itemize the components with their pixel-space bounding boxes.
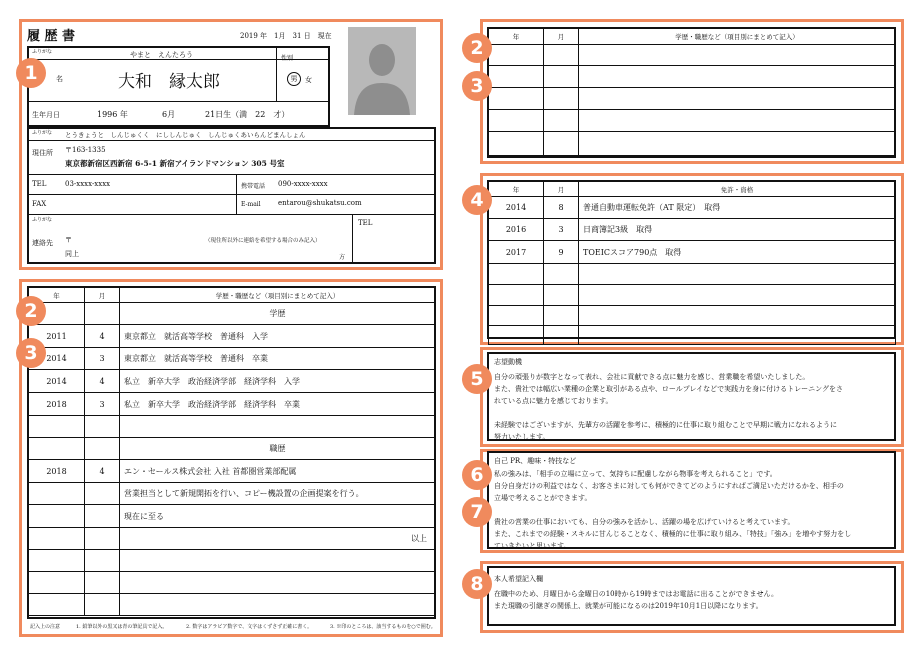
licenses-col-desc: 免許・資格 <box>579 182 896 197</box>
furigana-label: ふりがな <box>32 49 53 55</box>
pr-line: 貴社の営業の仕事においても、自分の強みを活かし、活躍の場を広げていけると考えています。 <box>494 518 795 526</box>
contact-label: 連絡先 <box>32 239 53 247</box>
history-cell-y: 2018 <box>29 393 85 416</box>
applicant-name: 大和 縁太郎 <box>118 72 220 92</box>
history-cell-d: 東京都立 就活高等学校 普通科 卒業 <box>120 348 436 370</box>
history-col-month: 月 <box>85 288 120 303</box>
gender-male-circle[interactable] <box>287 72 301 86</box>
pr-line: 立場で考えることができます。 <box>494 494 592 502</box>
table-row <box>29 438 436 460</box>
history-cell-d: 現在に至る <box>120 505 436 528</box>
license-cell-m <box>544 306 579 326</box>
license-cell-d <box>579 306 896 326</box>
history-cell-d: 職歴 <box>120 438 436 460</box>
address-furigana: とうきょうと しんじゅくく にししんじゅく しんじゅくあいらんどまんしょん <box>65 131 306 139</box>
table-row <box>29 505 436 528</box>
fax-label: FAX <box>32 200 47 208</box>
history-cell-y <box>29 483 85 505</box>
motivation-line: 自分の頑張りが数字となって表れ、会社に貢献できる点に魅力を感じ、営業職を希望いたしました。 <box>494 373 810 381</box>
table-row <box>29 303 436 325</box>
history-cell-m <box>85 303 120 325</box>
resume-title: 履 歴 書 <box>27 29 76 44</box>
table-row <box>489 326 896 345</box>
badge-5: 5 <box>462 364 492 394</box>
wishes-line: また現職の引継ぎの関係上、就業が可能になるのは2019年10月1日以降になります。 <box>494 602 763 610</box>
table-row <box>489 241 896 264</box>
history-cell-m: 3 <box>85 393 120 416</box>
table-row <box>489 285 896 306</box>
pr-box <box>487 451 896 549</box>
footnote-2: 2. 数字はアラビア数字で、文字はくずさず正確に書く。 <box>186 624 313 630</box>
birth-day-age: 21日生（満 22 才） <box>205 110 290 119</box>
contact-postal: 〒 <box>65 236 72 244</box>
licenses-col-year: 年 <box>489 182 544 197</box>
history-cell-y <box>29 550 85 572</box>
history-cell-d <box>120 594 436 616</box>
license-cell-d: TOEICスコア790点 取得 <box>579 241 896 264</box>
history-table <box>28 287 436 616</box>
badge-1: 1 <box>16 58 46 88</box>
motivation-line <box>494 407 889 419</box>
history-cell-m <box>85 438 120 460</box>
motivation-line: 未経験ではございますが、先輩方の活躍を参考に、積極的に仕事に取り組むことで早期に戦力になれるように <box>494 421 837 429</box>
history-cell-d: 学歴 <box>120 303 436 325</box>
motivation-title: 志望動機 <box>494 358 522 366</box>
table-row <box>489 66 896 88</box>
history-cell-y: 2014 <box>29 348 85 370</box>
history-cell-y <box>29 416 85 438</box>
gender-female[interactable]: 女 <box>305 76 312 84</box>
badge-8: 8 <box>462 569 492 599</box>
table-row <box>29 550 436 572</box>
license-cell-m <box>544 285 579 306</box>
footnote-1: 1. 鉛筆以外の黒又は青の筆記具で記入。 <box>76 624 168 630</box>
tel-value: 03-xxxx-xxxx <box>65 180 111 188</box>
history-cell-y <box>29 594 85 616</box>
name-furigana: やまと えんたろう <box>130 51 193 59</box>
history-cell-d: 以上 <box>120 528 436 550</box>
history-cell-y <box>29 505 85 528</box>
history2-col-desc: 学歴・職歴など（項目別にまとめて記入） <box>579 29 896 45</box>
history-cell-d: エン・セールス株式会社 入社 首都圏営業部配属 <box>120 460 436 483</box>
history-col-year: 年 <box>29 288 85 303</box>
badge-2-right: 2 <box>462 33 492 63</box>
motivation-line: 努力いたします。 <box>494 433 550 441</box>
footnote-3: 3. ※印のところは、該当するものを○で囲む。 <box>330 624 436 630</box>
contact-note: （現住所以外に連絡を希望する場合のみ記入） <box>205 238 321 244</box>
history-cell-y <box>29 528 85 550</box>
licenses-col-month: 月 <box>544 182 579 197</box>
history-cell-y: 2011 <box>29 325 85 348</box>
email-value: entarou@shukatsu.com <box>278 199 362 207</box>
person-silhouette-icon <box>348 27 416 115</box>
badge-2-left: 2 <box>16 296 46 326</box>
license-cell-y <box>489 306 544 326</box>
license-cell-y: 2016 <box>489 219 544 241</box>
table-row <box>29 460 436 483</box>
table-row <box>489 45 896 66</box>
history2-table <box>488 28 896 156</box>
license-cell-m: 3 <box>544 219 579 241</box>
license-cell-y: 2017 <box>489 241 544 264</box>
pr-line <box>494 504 889 516</box>
motivation-line: れている点に魅力を感じております。 <box>494 397 613 405</box>
pr-line: 自分自身だけの利益ではなく、お客さまに対しても何ができてどのようにすればご満足いただけるかを、相手の <box>494 482 844 490</box>
history-cell-d <box>120 572 436 594</box>
history-cell-m: 4 <box>85 370 120 393</box>
history-cell-d <box>120 550 436 572</box>
gender-label: 性別 <box>281 55 294 62</box>
table-row <box>29 483 436 505</box>
history-cell-d: 東京都立 就活高等学校 普通科 入学 <box>120 325 436 348</box>
table-row <box>489 132 896 156</box>
table-row <box>489 219 896 241</box>
name-label: 名 <box>56 75 63 83</box>
mobile-label: 携帯電話 <box>241 183 266 190</box>
history-cell-y: 2018 <box>29 460 85 483</box>
history-cell-d: 私立 新卒大学 政治経済学部 経済学科 入学 <box>120 370 436 393</box>
badge-6: 6 <box>462 460 492 490</box>
wishes-box <box>487 566 896 626</box>
history-cell-y <box>29 572 85 594</box>
badge-3-left: 3 <box>16 338 46 368</box>
contact-tel-label: TEL <box>358 219 373 227</box>
history2-col-year: 年 <box>489 29 544 45</box>
badge-4: 4 <box>462 185 492 215</box>
history-cell-m <box>85 528 120 550</box>
contact-same: 同上 <box>65 250 79 258</box>
license-cell-d <box>579 285 896 306</box>
birth-year: 1996 年 <box>97 110 128 119</box>
contact-suffix: 方 <box>339 254 346 261</box>
table-row <box>29 393 436 416</box>
license-cell-d <box>579 326 896 345</box>
history-col-desc: 学歴・職歴など（項目別にまとめて記入） <box>120 288 436 303</box>
table-row <box>29 370 436 393</box>
history-cell-y <box>29 438 85 460</box>
table-row <box>489 306 896 326</box>
history-cell-m: 4 <box>85 325 120 348</box>
address-label: 現住所 <box>32 149 53 157</box>
license-cell-y <box>489 285 544 306</box>
table-row <box>489 88 896 110</box>
table-row <box>489 264 896 285</box>
email-label: E-mail <box>241 201 261 208</box>
history-cell-m: 3 <box>85 348 120 370</box>
footnote-heading: 記入上の注意 <box>30 624 61 630</box>
history-cell-m <box>85 416 120 438</box>
history-cell-y: 2014 <box>29 370 85 393</box>
licenses-table <box>488 181 896 345</box>
motivation-line: また、貴社では幅広い業種の企業と取引がある点や、ロールプレイなどで実践力を身に付けるトレーニングをさ <box>494 385 843 393</box>
license-cell-m <box>544 264 579 285</box>
table-row <box>29 325 436 348</box>
birth-label: 生年月日 <box>32 111 60 119</box>
history-cell-m <box>85 550 120 572</box>
birth-month: 6月 <box>162 110 176 119</box>
pr-line: ていきたいと思います。 <box>494 542 571 550</box>
table-row <box>29 416 436 438</box>
license-cell-d: 普通自動車運転免許（AT 限定） 取得 <box>579 197 896 219</box>
history-cell-m <box>85 505 120 528</box>
history2-col-month: 月 <box>544 29 579 45</box>
motivation-box <box>487 352 896 441</box>
license-cell-m: 9 <box>544 241 579 264</box>
wishes-line: 在職中のため、月曜日から金曜日の10時から19時まではお電話に出ることができません。 <box>494 590 778 598</box>
postal-code: 〒163-1335 <box>65 146 106 154</box>
pr-title: 自己 PR、趣味・特技など <box>494 457 577 465</box>
history-cell-m <box>85 572 120 594</box>
history-cell-m: 4 <box>85 460 120 483</box>
address-value: 東京都新宿区西新宿 6-5-1 新宿アイランドマンション 305 号室 <box>65 159 285 168</box>
license-cell-d: 日商簿記3級 取得 <box>579 219 896 241</box>
photo-placeholder <box>348 27 416 115</box>
wishes-title: 本人希望記入欄 <box>494 575 543 583</box>
address-furigana-label: ふりがな <box>32 130 53 136</box>
license-cell-y <box>489 264 544 285</box>
table-row <box>489 197 896 219</box>
table-row <box>29 528 436 550</box>
pr-line: 私の強みは、「相手の立場に立って、気持ちに配慮しながら物事を考えられること」です。 <box>494 470 777 478</box>
badge-3-right: 3 <box>462 71 492 101</box>
history-cell-m <box>85 594 120 616</box>
history-cell-d: 営業担当として新規開拓を行い、コピー機設置の企画提案を行う。 <box>120 483 436 505</box>
license-cell-y <box>489 326 544 345</box>
license-cell-d <box>579 264 896 285</box>
contact-furigana-label: ふりがな <box>32 217 53 223</box>
history-cell-d <box>120 416 436 438</box>
resume-date: 2019 年 1月 31 日 現在 <box>240 32 332 40</box>
badge-7: 7 <box>462 497 492 527</box>
table-row <box>489 110 896 132</box>
table-row <box>29 572 436 594</box>
license-cell-m: 8 <box>544 197 579 219</box>
tel-label: TEL <box>32 180 47 188</box>
history-cell-d: 私立 新卒大学 政治経済学部 経済学科 卒業 <box>120 393 436 416</box>
history-cell-m <box>85 483 120 505</box>
table-row <box>29 594 436 616</box>
gender-male: 男 <box>290 75 298 83</box>
license-cell-y: 2014 <box>489 197 544 219</box>
mobile-value: 090-xxxx-xxxx <box>278 180 328 188</box>
license-cell-m <box>544 326 579 345</box>
table-row <box>29 348 436 370</box>
pr-line: また、これまでの経験・スキルに甘んじることなく、積極的に仕事に取り組み、「特技」「強み」を増やす努力をし <box>494 530 852 538</box>
